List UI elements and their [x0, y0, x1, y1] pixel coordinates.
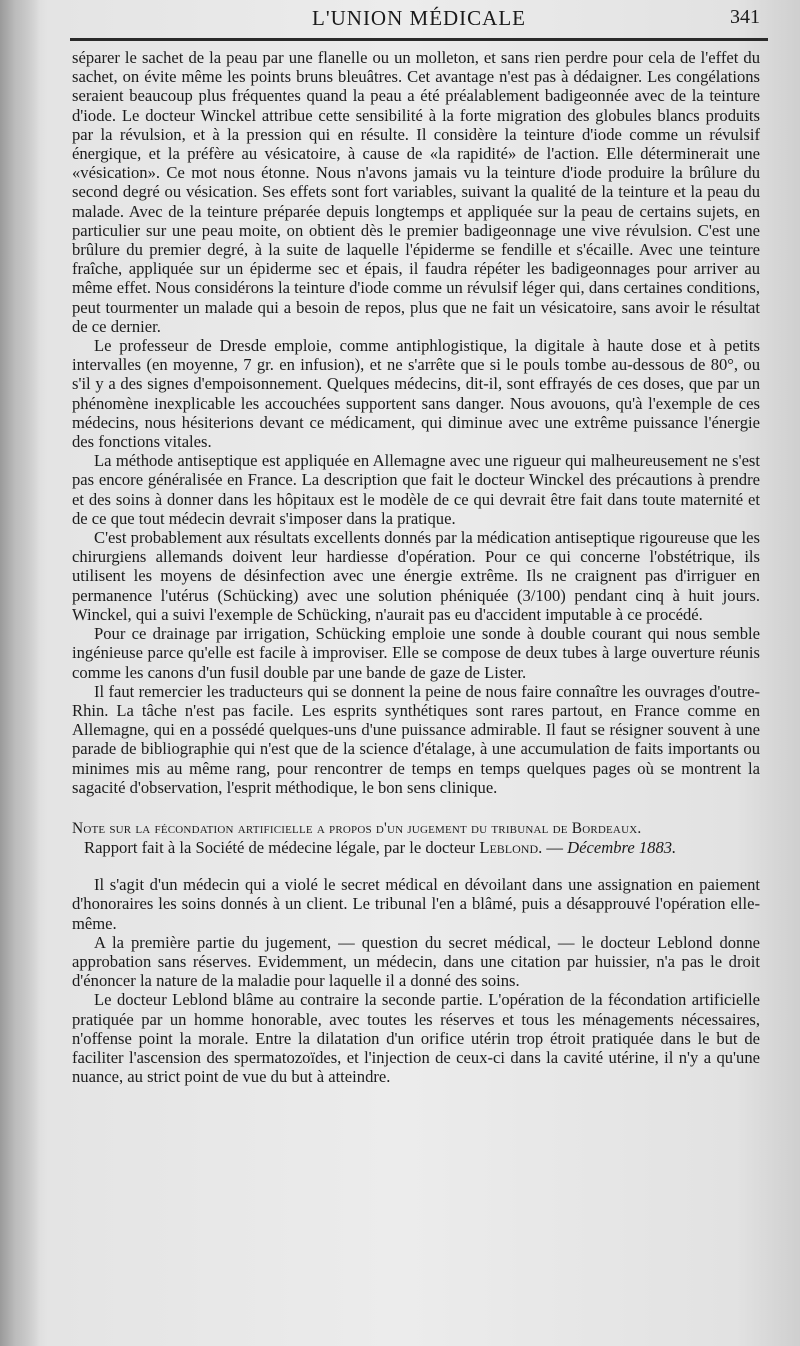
note-subtitle-prefix: Rapport fait à la Société de médecine légale, par le docteur — [84, 837, 476, 857]
spine-shadow — [0, 0, 40, 1346]
page-number: 341 — [730, 6, 760, 28]
paragraph: Pour ce drainage par irrigation, Schücking emploie une sonde à double courant qui nous semble ingénieuse parce qu'elle est facile à improviser. Elle se compose de deux tubes à large ouverture réunis comme les canons d'un fusil double par une bande de gaze de Lister. — [72, 624, 760, 682]
note-date: Décembre 1883. — [567, 837, 677, 857]
article-body — [72, 48, 760, 1086]
header-rule — [70, 38, 768, 41]
paragraph: Le docteur Leblond blâme au contraire la seconde partie. L'opération de la fécondation artificielle pratiquée par un homme honorable, avec toutes les réserves et tous les ménagements nécessaires, n'offense point la morale. Entre la dilatation d'un orifice utérin trop étroit pratiquée dans le but de faciliter l'ascension des spermatozoïdes, et l'injection de ceux-ci dans la cavité utérine, il n'y a qu'une nuance, au strict point de vue du but à atteindre. — [72, 990, 760, 1087]
note-body — [72, 875, 760, 1086]
paragraph-continued: séparer le sachet de la peau par une flanelle ou un molleton, et sans rien perdre pour cela de l'effet du sachet, on évite même les points bruns bleuâtres. Cet avantage n'est pas à dédaigner. Les congélations seraient beaucoup plus fréquentes quand la peau a été préalablement badigeonnée avec de la teinture d'iode. Le docteur Winckel attribue cette sensibilité à la forte migration des globules blancs produits par la révulsion, et à la pression qui en résulte. Il considère la teinture d'iode comme un révulsif énergique, et la préfère au vésicatoire, à cause de «la rapidité» de l'action. Elle déterminerait une «vésication». Ce mot nous étonne. Nous n'avons jamais vu la teinture d'iode produire la brûlure du second degré ou vésication. Ses effets sont fort variables, suivant la qualité de la teinture et la peau du malade. Avec de la teinture préparée depuis longtemps et appliquée sur la peau de certains sujets, en particulier sur une peau moite, on obtient dès le premier badigeonnage une vive révulsion. C'est une brûlure du premier degré, à la suite de laquelle l'épiderme se fendille et s'écaille. Avec une teinture fraîche, appliquée sur un épiderme sec et épais, il faudra répéter les badigeonnages pour arriver au même effet. Nous considérons la teinture d'iode comme un révulsif léger qui, dans certaines conditions, peut tourmenter un malade qui a besoin de repos, plus que ne fait un vésicatoire, sans avoir le résultat de ce dernier. — [72, 48, 760, 336]
paragraph: Il faut remercier les traducteurs qui se donnent la peine de nous faire connaître les ouvrages d'outre-Rhin. La tâche n'est pas facile. Les esprits synthétiques sont rares partout, en France comme en Allemagne, qui en a possédé quelques-uns d'une puissance admirable. Il faut se résigner souvent à une parade de bibliographie qui n'est que de la science d'étalage, à une accumulation de faits importants ou minimes mis au même rang, pour rencontrer de temps en temps quelques pages où se montrent la sagacité d'observation, l'esprit méthodique, le bon sens clinique. — [72, 681, 760, 797]
paragraph: Le professeur de Dresde emploie, comme antiphlogistique, la digitale à haute dose et à petits intervalles (en moyenne, 7 gr. en infusion), et ne s'arrête que si le pouls tombe au-dessous de 80°, ou s'il y a des signes d'empoisonnement. Quelques médecins, dit-il, sont effrayés de ces doses, que par un phénomène inexplicable les accouchées supportent sans danger. Nous avouons, qu'à l'exemple de ces médecins, nous hésiterions devant ce médicament, qui diminue avec une extrême puissance l'énergie des fonctions vitales. — [72, 336, 760, 452]
note-subtitle — [72, 838, 760, 857]
page-header — [72, 0, 760, 48]
running-title: L'UNION MÉDICALE — [312, 6, 527, 30]
note-dash: — — [542, 837, 568, 857]
note-author: Leblond. — [479, 837, 543, 857]
paragraph: A la première partie du jugement, — question du secret médical, — le docteur Leblond donne approbation sans réserves. Evidemment, un médecin, dans une citation par huissier, n'a pas le droit d'énoncer la nature de la maladie pour laquelle il a donné des soins. — [72, 932, 760, 991]
note-heading: Note sur la fécondation artificielle a propos d'un jugement du tribunal de Bordeaux. — [72, 819, 642, 837]
paragraph: Il s'agit d'un médecin qui a violé le secret médical en dévoilant dans une assignation en paiement d'honoraires les soins donnés à un client. Le tribunal l'en a blâmé, puis a désapprouvé l'opération elle-même. — [72, 875, 760, 933]
review-note — [72, 819, 760, 857]
paragraph: C'est probablement aux résultats excellents donnés par la médication antiseptique rigoureuse que les chirurgiens allemands doivent leur hardiesse d'opération. Pour ce qui concerne l'obstétrique, ils utilisent les moyens de désinfection avec une énergie extrême. Ils ne craignent pas d'irriguer en permanence l'utérus (Schücking) avec une solution phéniquée (3/100) pendant cinq à huit jours. Winckel, qui a suivi l'exemple de Schücking, n'aurait pas eu d'accident imputable à ce procédé. — [72, 528, 760, 624]
paragraph: La méthode antiseptique est appliquée en Allemagne avec une rigueur qui malheureusement ne s'est pas encore généralisée en France. La description que fait le docteur Winckel des précautions à prendre et des soins à donner dans les hôpitaux est le modèle de ce qui devrait être fait dans toute maternité et de ce que tout médecin devrait s'imposer dans la pratique. — [72, 451, 760, 528]
